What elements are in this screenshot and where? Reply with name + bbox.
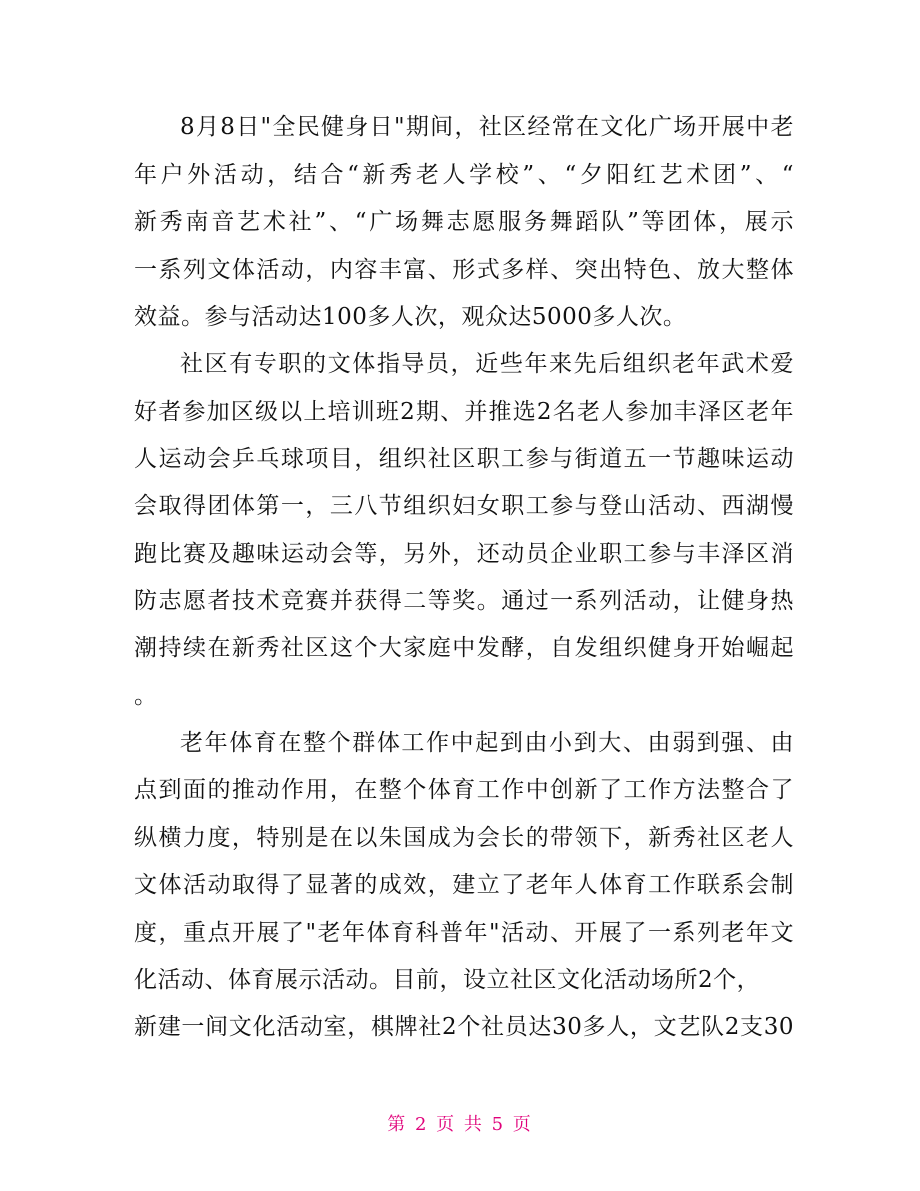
paragraph-1-line-5: 效益。参与活动达100多人次，观众达5000多人次。 — [134, 304, 687, 330]
paragraph-2-line-8: 。 — [134, 683, 158, 709]
paragraph-1-line-2: 年户外活动，结合“新秀老人学校”、“夕阳红艺术团”、“ — [134, 162, 794, 188]
paragraph-2-line-2: 好者参加区级以上培训班2期、并推选2名老人参加丰泽区老年 — [134, 399, 794, 425]
paragraph-2-line-7: 潮持续在新秀社区这个大家庭中发酵，自发组织健身开始崛起 — [134, 635, 794, 661]
paragraph-3-line-5: 度，重点开展了"老年体育科普年"活动、开展了一系列老年文 — [134, 920, 794, 946]
paragraph-3-line-7: 新建一间文化活动室，棋牌社2个社员达30多人，文艺队2支30 — [134, 1014, 794, 1040]
paragraph-2-line-1: 社区有专职的文体指导员，近些年来先后组织老年武术爱 — [180, 351, 794, 377]
paragraph-1-line-4: 一系列文体活动，内容丰富、形式多样、突出特色、放大整体 — [134, 257, 794, 283]
page-number-footer: 第 2 页 共 5 页 — [387, 1114, 533, 1135]
paragraph-2-line-4: 会取得团体第一，三八节组织妇女职工参与登山活动、西湖慢 — [134, 493, 794, 519]
paragraph-1-line-1: 8月8日"全民健身日"期间，社区经常在文化广场开展中老 — [180, 114, 794, 140]
paragraph-3-line-3: 纵横力度，特别是在以朱国成为会长的带领下，新秀社区老人 — [134, 825, 794, 851]
paragraph-2-line-3: 人运动会乒乓球项目，组织社区职工参与街道五一节趣味运动 — [134, 446, 794, 472]
paragraph-1-line-3: 新秀南音艺术社”、“广场舞志愿服务舞蹈队”等团体，展示 — [134, 209, 794, 235]
paragraph-3-line-1: 老年体育在整个群体工作中起到由小到大、由弱到强、由 — [180, 730, 794, 756]
paragraph-3-line-6: 化活动、体育展示活动。目前，设立社区文化活动场所2个， — [134, 967, 761, 993]
paragraph-3-line-2: 点到面的推动作用，在整个体育工作中创新了工作方法整合了 — [134, 777, 794, 803]
paragraph-3-line-4: 文体活动取得了显著的成效，建立了老年人体育工作联系会制 — [134, 872, 794, 898]
paragraph-2-line-5: 跑比赛及趣味运动会等，另外，还动员企业职工参与丰泽区消 — [134, 541, 794, 567]
paragraph-2-line-6: 防志愿者技术竞赛并获得二等奖。通过一系列活动，让健身热 — [134, 588, 794, 614]
